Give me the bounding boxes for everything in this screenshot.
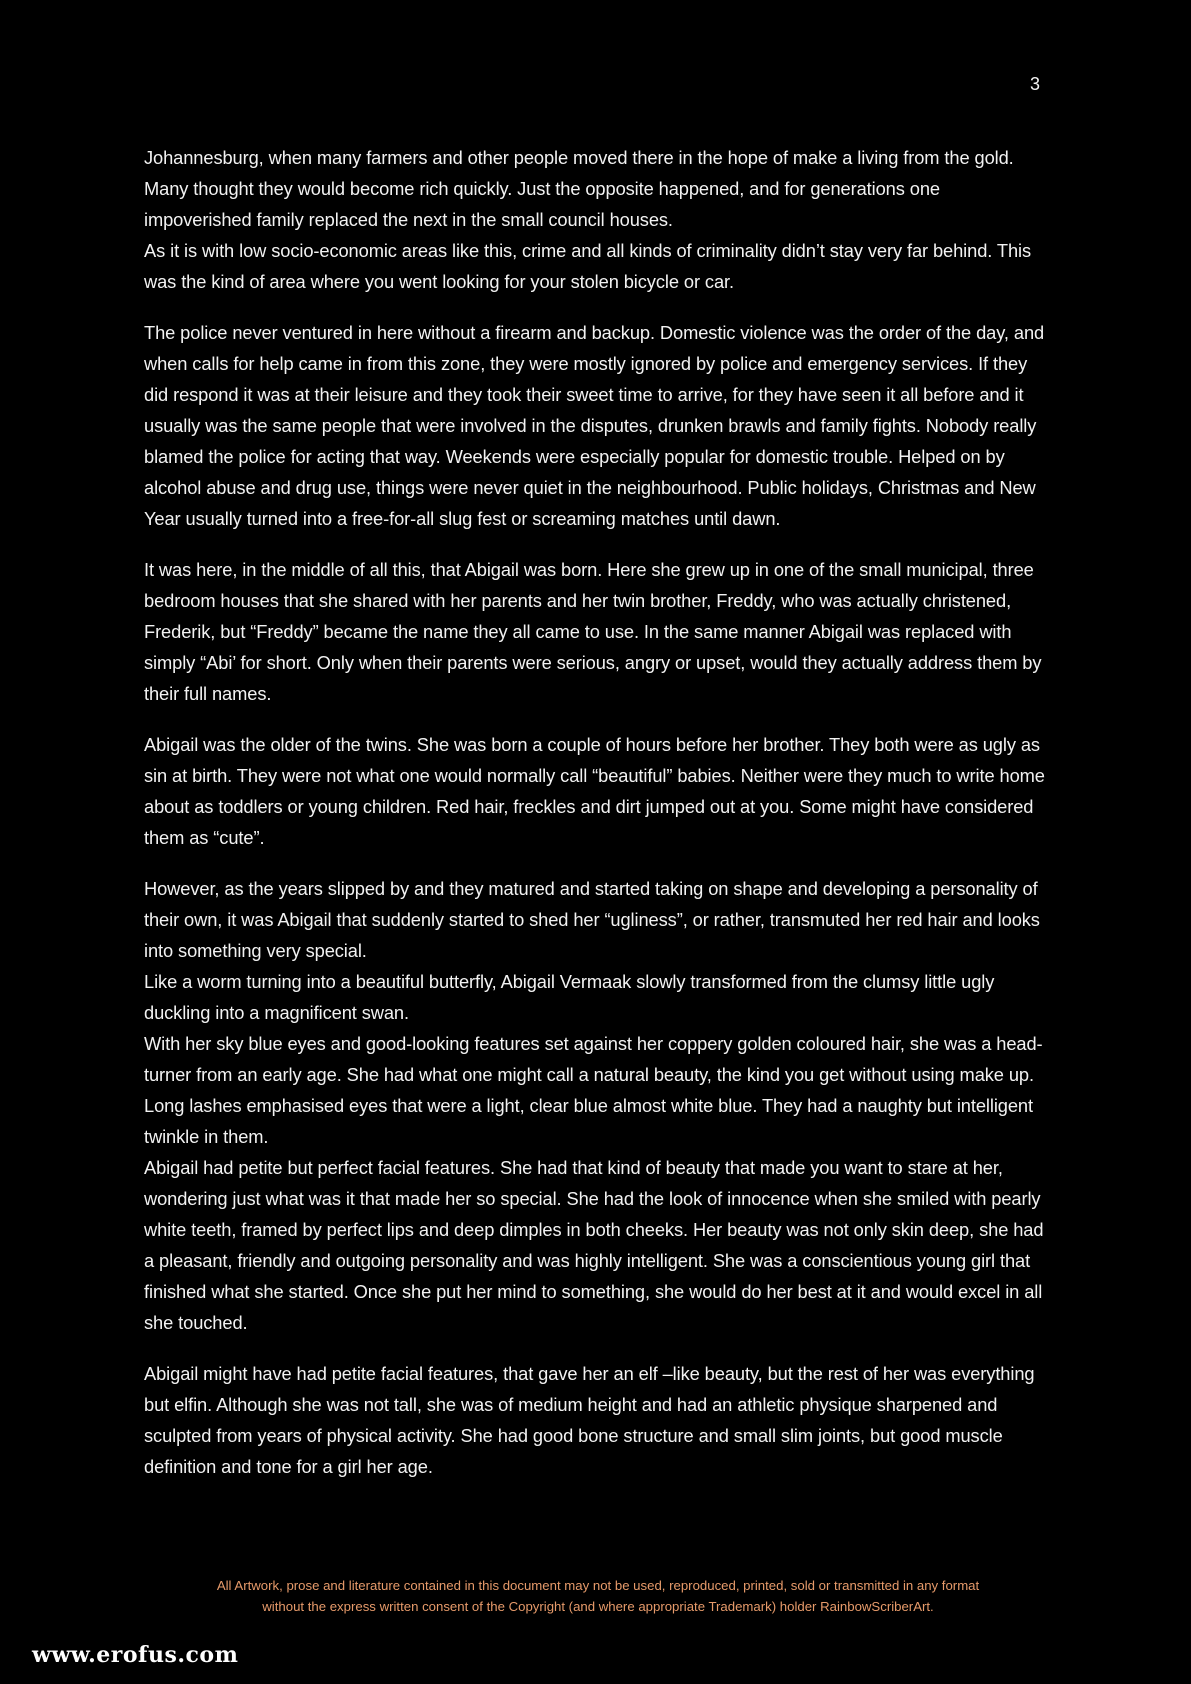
paragraph-2: The police never ventured in here without a firearm and backup. Domestic violence was the order of the day, and when calls for help came in from this zone, they were mostly ignored by police and emergency services. If they did respond it was at their leisure and they took their sweet time to arrive, for they have seen it all before and it usually was the same people that were involved in the disputes, drunken brawls and family fights. Nobody really blamed the police for acting that way. Weekends were especially popular for domestic trouble. Helped on by alcohol abuse and drug use, things were never quiet in the neighbourhood. Public holidays, Christmas and New Year usually turned into a free-for-all slug fest or screaming matches until dawn.	[144, 322, 1045, 529]
paragraph-4: Abigail was the older of the twins. She was born a couple of hours before her brother. They both were as ugly as sin at birth. They were not what one would normally call “beautiful” babies. Neither were they much to write home about as toddlers or young children. Red hair, freckles and dirt jumped out at you. Some might have considered them as “cute”.	[144, 734, 1045, 848]
copyright-notice: All Artwork, prose and literature contained in this document may not be used, reproduced, printed, sold or transmitted in any format without the express written consent of the Copyright (and where appropriate Trademark) holder RainbowScriberArt.	[216, 1578, 980, 1614]
paragraph-1: Johannesburg, when many farmers and other people moved there in the hope of make a living from the gold. Many thought they would become rich quickly. Just the opposite happened, and for generations one impoverished family replaced the next in the small council houses. As it is with low socio-economic areas like this, crime and all kinds of criminality didn’t stay very far behind. This was the kind of area where you went looking for your stolen bicycle or car.	[144, 147, 1032, 292]
paragraph-6: Abigail might have had petite facial features, that gave her an elf –like beauty, but the rest of her was everything but elfin. Although she was not tall, she was of medium height and had an athletic physique sharpened and sculpted from years of physical activity. She had good bone structure and small slim joints, but good muscle definition and tone for a girl her age.	[144, 1363, 1035, 1477]
document-body	[144, 142, 1052, 1502]
page-number: 3	[1030, 74, 1041, 94]
site-watermark: www.erofus.com	[32, 1642, 239, 1668]
paragraph-5: However, as the years slipped by and they matured and started taking on shape and developing a personality of their own, it was Abigail that suddenly started to shed her “ugliness”, or rather, transmuted her red hair and looks into something very special. Like a worm turning into a beautiful butterfly, Abigail Vermaak slowly transformed from the clumsy little ugly duckling into a magnificent swan. With her sky blue eyes and good-looking features set against her coppery golden coloured hair, she was a head-turner from an early age. She had what one might call a natural beauty, the kind you get without using make up. Long lashes emphasised eyes that were a light, clear blue almost white blue. They had a naughty but intelligent twinkle in them. Abigail had petite but perfect facial features. She had that kind of beauty that made you want to stare at her, wondering just what was it that made her so special. She had the look of innocence when she smiled with pearly white teeth, framed by perfect lips and deep dimples in both cheeks. Her beauty was not only skin deep, she had a pleasant, friendly and outgoing personality and was highly intelligent. She was a conscientious young girl that finished what she started. Once she put her mind to something, she would do her best at it and would excel in all she touched.	[144, 878, 1044, 1333]
paragraph-3: It was here, in the middle of all this, that Abigail was born. Here she grew up in one of the small municipal, three bedroom houses that she shared with her parents and her twin brother, Freddy, who was actually christened, Frederik, but “Freddy” became the name they all came to use. In the same manner Abigail was replaced with simply “Abi’ for short. Only when their parents were serious, angry or upset, would they actually address them by their full names.	[144, 559, 1042, 704]
